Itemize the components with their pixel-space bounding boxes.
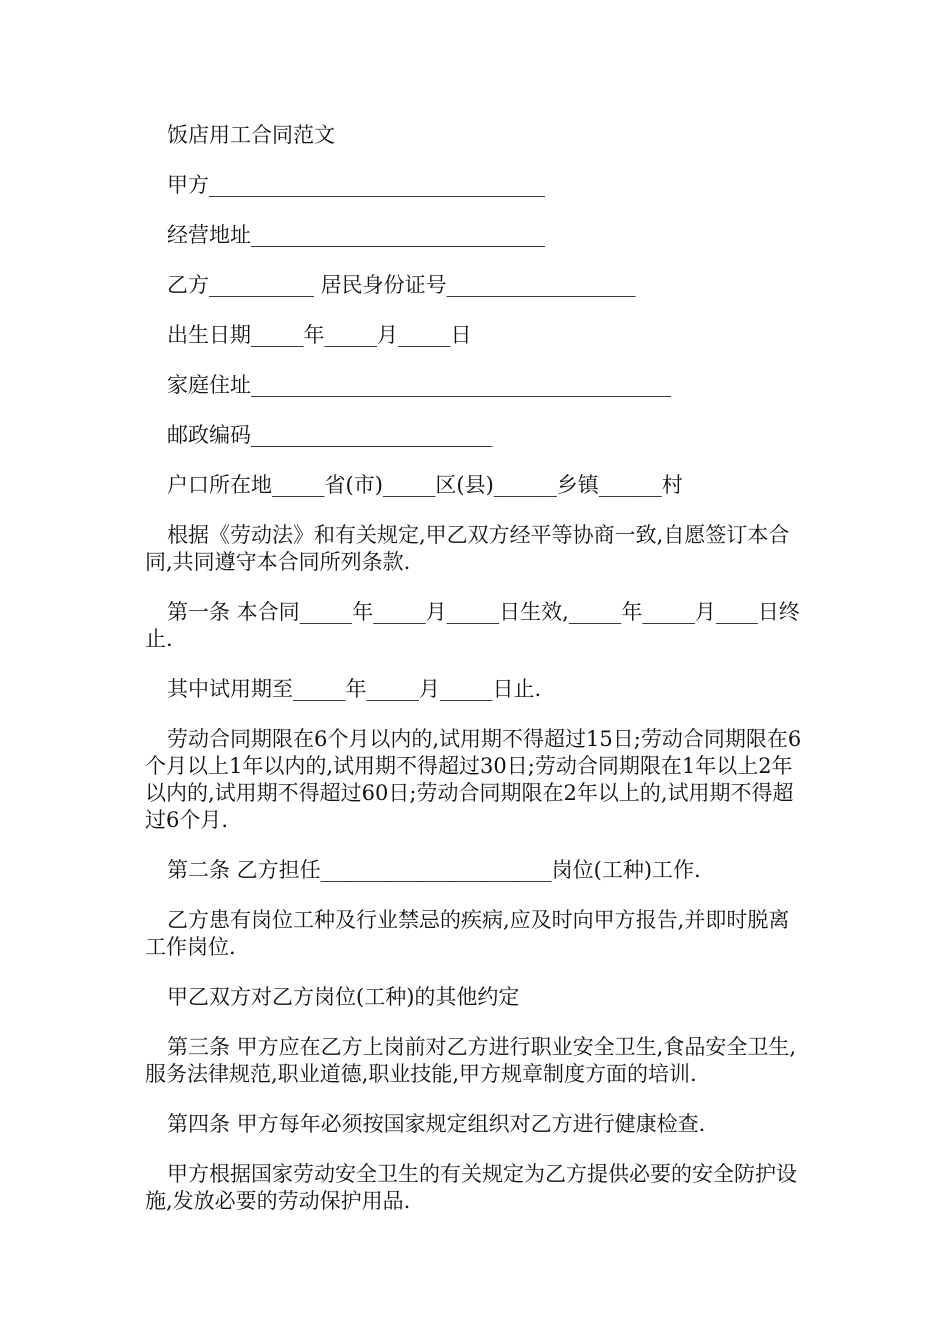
birth-date-field: 出生日期_____年_____月_____日 <box>167 323 472 347</box>
probation-rules-paragraph: 劳动合同期限在6个月以内的,试用期不得超过15日;劳动合同期限在6个月以上1年以内的,试用期不得超过30日;劳动合同期限在1年以上2年以内的,试用期不得超过60日;劳动合同期限在2年以上的,试用期不得超过6个月. <box>145 727 802 832</box>
postal-code-field: 邮政编码_______________________ <box>167 423 493 447</box>
safety-clause-paragraph: 甲方根据国家劳动安全卫生的有关规定为乙方提供必要的安全防护设施,发放必要的劳动保护用品. <box>145 1162 797 1213</box>
party-b-id-field: 乙方__________ 居民身份证号__________________ <box>167 273 636 297</box>
preamble-paragraph: 根据《劳动法》和有关规定,甲乙双方经平等协商一致,自愿签订本合同,共同遵守本合同所列条款. <box>145 523 790 574</box>
hukou-field: 户口所在地_____省(市)_____区(县)______乡镇______村 <box>167 473 683 497</box>
article-1-paragraph: 第一条 本合同_____年_____月_____日生效,_____年_____月____日终止. <box>145 600 800 651</box>
article-3-paragraph: 第三条 甲方应在乙方上岗前对乙方进行职业安全卫生,食品安全卫生,服务法律规范,职业道德,职业技能,甲方规章制度方面的培训. <box>145 1035 797 1086</box>
article-4-paragraph: 第四条 甲方每年必须按国家规定组织对乙方进行健康检查. <box>167 1112 706 1136</box>
probation-paragraph: 其中试用期至_____年_____月_____日止. <box>167 677 542 701</box>
party-a-field: 甲方________________________________ <box>167 173 545 197</box>
disease-clause-paragraph: 乙方患有岗位工种及行业禁忌的疾病,应及时向甲方报告,并即时脱离工作岗位. <box>145 908 790 959</box>
business-address-field: 经营地址____________________________ <box>167 223 545 247</box>
document-title: 饭店用工合同范文 <box>167 123 335 147</box>
contract-document <box>145 118 810 1215</box>
other-agreement-paragraph: 甲乙双方对乙方岗位(工种)的其他约定 <box>167 985 520 1009</box>
article-2-paragraph: 第二条 乙方担任______________________岗位(工种)工作. <box>167 858 701 882</box>
home-address-field: 家庭住址________________________________________ <box>167 373 671 397</box>
